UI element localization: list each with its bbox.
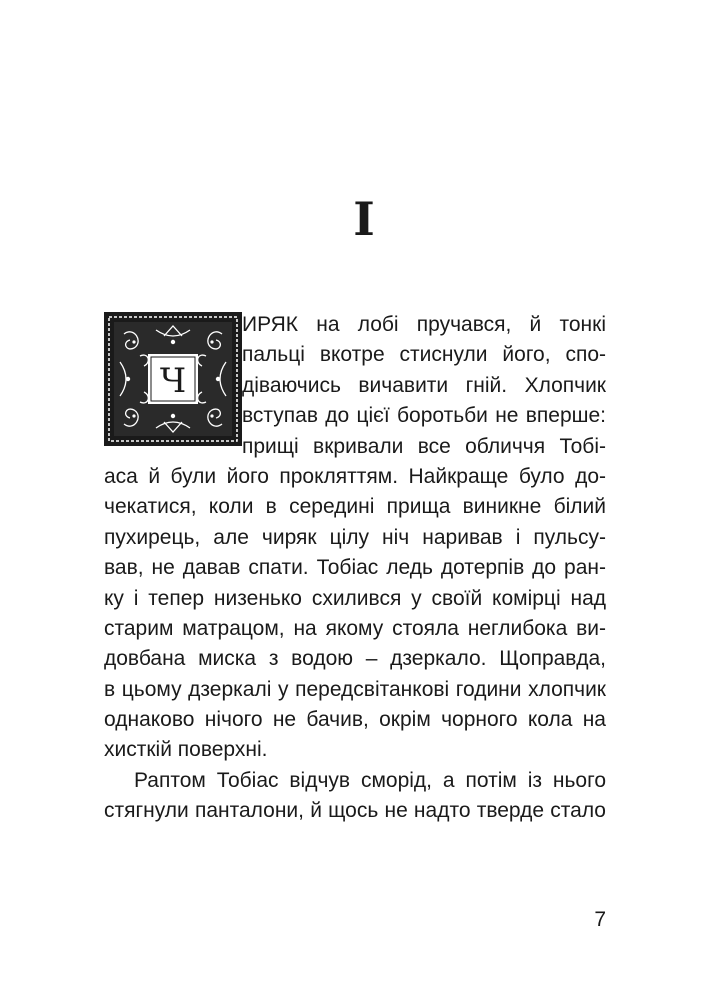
text-line: пальці вкотре стиснули його, спо- — [242, 343, 606, 367]
text-line: хисткій поверхні. — [104, 738, 268, 762]
text-line: прищі вкривали все обличчя Тобі- — [242, 434, 606, 458]
chapter-number: I — [353, 192, 375, 246]
text-line: діваючись вичавити гній. Хлопчик — [242, 373, 606, 397]
text-line: стягнули панталони, й щось не надто тверде стало — [104, 799, 606, 823]
text-line: ИРЯК на лобі пручався, й тонкі — [242, 313, 606, 336]
text-line: Раптом Тобіас відчув сморід, а потім із нього — [134, 768, 606, 792]
body-text — [104, 310, 606, 827]
text-line: вступав до цієї боротьби не вперше: — [242, 404, 606, 428]
text-line: чекатися, коли в середині прища виникне білий — [104, 495, 606, 519]
drop-cap-letter: Ч — [159, 361, 187, 401]
text-line: аса й були його прокляттям. Найкраще було до- — [104, 464, 606, 488]
text-line: старим матрацом, на якому стояла неглибока ви- — [104, 616, 606, 640]
text-line: в цьому дзеркалі у передсвітанкові години хлопчик — [104, 677, 606, 701]
text-line: пухирець, але чиряк цілу ніч наривав і пульсу- — [104, 525, 606, 549]
text-line: однаково нічого не бачив, окрім чорного кола на — [104, 708, 606, 732]
text-line: ку і тепер низенько схилився у своїй комірці над — [104, 586, 606, 610]
text-line: довбана миска з водою – дзеркало. Щоправда, — [104, 647, 606, 671]
page-number: 7 — [594, 908, 606, 931]
text-line: вав, не давав спати. Тобіас ледь дотерпів до ран- — [104, 556, 606, 580]
